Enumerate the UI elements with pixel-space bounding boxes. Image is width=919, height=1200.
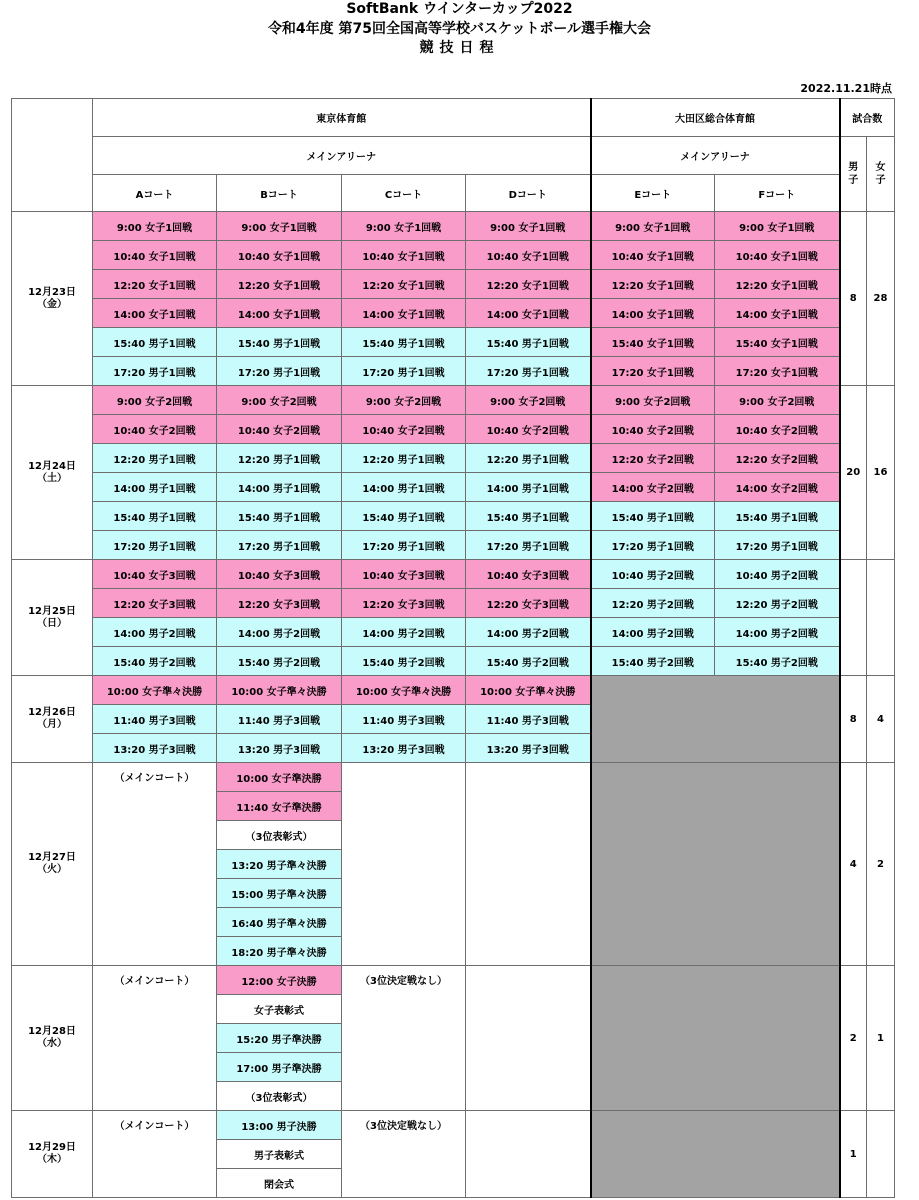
- game-cell: 9:00 女子1回戦: [715, 212, 840, 241]
- girls-header-text: 女子: [875, 162, 886, 186]
- game-cell: 10:40 女子3回戦: [93, 560, 217, 589]
- game-cell: 10:00 女子準々決勝: [93, 676, 217, 705]
- date-label: 12月24日: [28, 460, 76, 472]
- game-cell: 9:00 女子2回戦: [217, 386, 342, 415]
- game-cell: 10:00 女子準々決勝: [217, 676, 342, 705]
- date-cell: [12, 763, 93, 966]
- game-cell: 12:20 女子1回戦: [217, 270, 342, 299]
- boys-count: 1: [840, 1111, 867, 1198]
- main-court-note: （メインコート）: [93, 763, 217, 966]
- game-cell: 17:20 男子1回戦: [715, 531, 840, 560]
- game-cell: 10:40 女子2回戦: [342, 415, 466, 444]
- court-d-header: Dコート: [466, 175, 591, 212]
- date-cell: [12, 1111, 93, 1198]
- game-cell: 15:40 男子2回戦: [715, 647, 840, 676]
- game-cell: 15:40 男子1回戦: [591, 502, 715, 531]
- schedule-row: [12, 473, 895, 502]
- game-cell: 15:40 男子1回戦: [217, 328, 342, 357]
- schedule-row: [12, 618, 895, 647]
- game-cell: 10:00 女子準決勝: [217, 763, 342, 792]
- game-cell: 閉会式: [217, 1169, 342, 1198]
- game-cell: 10:40 女子1回戦: [591, 241, 715, 270]
- game-cell: 15:40 男子1回戦: [715, 502, 840, 531]
- date-cell: [12, 560, 93, 676]
- day-of-week: （月）: [37, 719, 67, 730]
- corner-cell: [12, 99, 93, 212]
- game-cell: 10:40 女子3回戦: [466, 560, 591, 589]
- game-cell: 15:00 男子準々決勝: [217, 879, 342, 908]
- empty-court-d: [466, 1111, 591, 1198]
- boys-count: 20: [840, 386, 867, 560]
- game-cell: 9:00 女子1回戦: [466, 212, 591, 241]
- date-label: 12月28日: [28, 1026, 76, 1037]
- day-of-week: （日）: [37, 617, 67, 629]
- schedule-row: [12, 676, 895, 705]
- game-cell: 9:00 女子2回戦: [715, 386, 840, 415]
- schedule-row: [12, 531, 895, 560]
- date-label: 12月27日: [28, 852, 76, 863]
- game-cell: 12:20 女子2回戦: [591, 444, 715, 473]
- game-cell: 14:00 男子1回戦: [466, 473, 591, 502]
- schedule-row: [12, 763, 895, 792]
- game-cell: 12:20 女子1回戦: [715, 270, 840, 299]
- game-cell: 14:00 女子1回戦: [715, 299, 840, 328]
- game-cell: 男子表彰式: [217, 1140, 342, 1169]
- game-cell: 14:00 男子2回戦: [466, 618, 591, 647]
- day-of-week: （金）: [37, 298, 67, 310]
- game-cell: 14:00 女子1回戦: [93, 299, 217, 328]
- day-of-week: （土）: [37, 472, 67, 484]
- game-cell: 12:20 男子2回戦: [591, 589, 715, 618]
- game-cell: 14:00 男子2回戦: [342, 618, 466, 647]
- girls-count: 28: [867, 212, 895, 386]
- girls-count: [867, 560, 895, 676]
- game-cell: 9:00 女子2回戦: [342, 386, 466, 415]
- game-cell: 10:00 女子準々決勝: [342, 676, 466, 705]
- schedule-row: [12, 647, 895, 676]
- boys-count: 8: [840, 212, 867, 386]
- date-cell: [12, 386, 93, 560]
- game-cell: 10:40 女子1回戦: [217, 241, 342, 270]
- game-cell: 15:40 男子1回戦: [342, 502, 466, 531]
- third-place-note: [342, 763, 466, 966]
- day-of-week: （木）: [37, 1154, 67, 1165]
- game-cell: 12:20 女子3回戦: [466, 589, 591, 618]
- schedule-row: [12, 299, 895, 328]
- game-cell: （3位表彰式）: [217, 821, 342, 850]
- game-cell: 17:20 男子1回戦: [93, 531, 217, 560]
- game-cell: 17:20 男子1回戦: [466, 531, 591, 560]
- game-cell: 13:00 男子決勝: [217, 1111, 342, 1140]
- game-cell: 11:40 男子3回戦: [217, 705, 342, 734]
- unused-area: [591, 763, 840, 966]
- game-cell: 12:20 女子3回戦: [342, 589, 466, 618]
- date-label: 12月23日: [28, 286, 76, 298]
- game-cell: 15:40 男子1回戦: [217, 502, 342, 531]
- schedule-row: [12, 386, 895, 415]
- game-cell: 10:40 女子1回戦: [466, 241, 591, 270]
- game-cell: 15:40 男子1回戦: [342, 328, 466, 357]
- schedule-row: [12, 357, 895, 386]
- game-cell: 15:40 男子2回戦: [591, 647, 715, 676]
- game-cell: 10:40 女子3回戦: [217, 560, 342, 589]
- date-label: 12月29日: [28, 1142, 76, 1153]
- game-cell: 15:40 女子1回戦: [715, 328, 840, 357]
- game-cell: 9:00 女子1回戦: [217, 212, 342, 241]
- schedule-row: [12, 212, 895, 241]
- schedule-row: [12, 270, 895, 299]
- game-cell: 10:40 女子1回戦: [715, 241, 840, 270]
- boys-header: [840, 137, 867, 212]
- game-cell: 9:00 女子2回戦: [93, 386, 217, 415]
- game-cell: （3位表彰式）: [217, 1082, 342, 1111]
- unused-area: [591, 1111, 840, 1198]
- unused-area: [591, 676, 840, 763]
- game-cell: 10:40 女子3回戦: [342, 560, 466, 589]
- boys-count: 2: [840, 966, 867, 1111]
- schedule-row: [12, 1111, 895, 1140]
- girls-header: [867, 137, 895, 212]
- unused-area: [591, 966, 840, 1111]
- boys-count: 8: [840, 676, 867, 763]
- court-f-header: Fコート: [715, 175, 840, 212]
- game-cell: 12:00 女子決勝: [217, 966, 342, 995]
- game-cell: 14:00 女子1回戦: [466, 299, 591, 328]
- game-cell: 17:20 男子1回戦: [217, 357, 342, 386]
- game-cell: 11:40 女子準決勝: [217, 792, 342, 821]
- game-cell: 14:00 女子2回戦: [715, 473, 840, 502]
- venue-tokyo: 東京体育館: [93, 99, 591, 137]
- title-schedule: 競技日程: [419, 40, 500, 56]
- boys-count: 4: [840, 763, 867, 966]
- game-cell: 14:00 女子1回戦: [591, 299, 715, 328]
- court-c-header: Cコート: [342, 175, 466, 212]
- arena-tokyo: メインアリーナ: [93, 137, 591, 175]
- game-cell: 14:00 男子1回戦: [217, 473, 342, 502]
- boys-header-text: 男子: [848, 162, 859, 186]
- main-court-note: （メインコート）: [93, 1111, 217, 1198]
- schedule-row: [12, 444, 895, 473]
- game-cell: 14:00 男子2回戦: [591, 618, 715, 647]
- game-cell: 17:20 男子1回戦: [93, 357, 217, 386]
- game-cell: 10:40 女子2回戦: [466, 415, 591, 444]
- game-cell: 14:00 男子2回戦: [93, 618, 217, 647]
- game-cell: 13:20 男子3回戦: [342, 734, 466, 763]
- schedule-row: [12, 328, 895, 357]
- game-cell: 17:20 男子1回戦: [591, 531, 715, 560]
- third-place-note: （3位決定戦なし）: [342, 1111, 466, 1198]
- title-tournament: 令和4年度 第75回全国高等学校バスケットボール選手権大会: [267, 21, 652, 37]
- game-cell: 11:40 男子3回戦: [93, 705, 217, 734]
- date-cell: [12, 676, 93, 763]
- girls-count: 1: [867, 966, 895, 1111]
- game-cell: 12:20 男子1回戦: [93, 444, 217, 473]
- game-cell: 12:20 男子1回戦: [466, 444, 591, 473]
- game-cell: 12:20 男子1回戦: [217, 444, 342, 473]
- game-cell: 10:40 男子2回戦: [591, 560, 715, 589]
- game-cell: 17:20 女子1回戦: [591, 357, 715, 386]
- schedule-row: [12, 415, 895, 444]
- game-cell: 17:20 男子1回戦: [466, 357, 591, 386]
- game-cell: 17:20 男子1回戦: [342, 531, 466, 560]
- game-cell: 12:20 女子2回戦: [715, 444, 840, 473]
- date-label: 12月25日: [28, 605, 76, 617]
- game-cell: 15:40 男子1回戦: [466, 502, 591, 531]
- game-cell: 15:40 男子1回戦: [93, 502, 217, 531]
- game-cell: 9:00 女子1回戦: [591, 212, 715, 241]
- schedule-table: [11, 98, 895, 1198]
- venue-ota: 大田区総合体育館: [591, 99, 840, 137]
- game-cell: 12:20 女子1回戦: [342, 270, 466, 299]
- game-cell: 12:20 女子1回戦: [93, 270, 217, 299]
- game-cell: 17:00 男子準決勝: [217, 1053, 342, 1082]
- game-cell: 9:00 女子2回戦: [591, 386, 715, 415]
- game-cell: 12:20 男子2回戦: [715, 589, 840, 618]
- game-cell: 15:40 女子1回戦: [591, 328, 715, 357]
- game-cell: 9:00 女子2回戦: [466, 386, 591, 415]
- game-cell: 14:00 女子1回戦: [342, 299, 466, 328]
- game-cell: 14:00 男子1回戦: [342, 473, 466, 502]
- game-cell: 15:40 男子1回戦: [466, 328, 591, 357]
- game-cell: 9:00 女子1回戦: [93, 212, 217, 241]
- game-cell: 13:20 男子3回戦: [93, 734, 217, 763]
- schedule-row: [12, 502, 895, 531]
- schedule-row: [12, 560, 895, 589]
- empty-court-d: [466, 763, 591, 966]
- game-cell: 14:00 男子2回戦: [715, 618, 840, 647]
- game-cell: 18:20 男子準々決勝: [217, 937, 342, 966]
- game-cell: 12:20 男子1回戦: [342, 444, 466, 473]
- game-cell: 11:40 男子3回戦: [466, 705, 591, 734]
- game-cell: 12:20 女子1回戦: [591, 270, 715, 299]
- game-cell: 13:20 男子3回戦: [466, 734, 591, 763]
- game-cell: 12:20 女子1回戦: [466, 270, 591, 299]
- girls-count: 2: [867, 763, 895, 966]
- game-cell: 15:40 男子1回戦: [93, 328, 217, 357]
- day-of-week: （水）: [37, 1038, 67, 1049]
- day-of-week: （火）: [37, 864, 67, 875]
- game-cell: 14:00 男子1回戦: [93, 473, 217, 502]
- games-count-header: 試合数: [840, 99, 895, 137]
- arena-ota: メインアリーナ: [591, 137, 840, 175]
- game-cell: 15:40 男子2回戦: [466, 647, 591, 676]
- game-cell: 9:00 女子1回戦: [342, 212, 466, 241]
- boys-count: [840, 560, 867, 676]
- girls-count: [867, 1111, 895, 1198]
- as-of-date: 2022.11.21時点: [800, 82, 892, 95]
- game-cell: 13:20 男子準々決勝: [217, 850, 342, 879]
- title-sponsor: SoftBank ウインターカップ2022: [346, 1, 573, 17]
- game-cell: 10:40 女子2回戦: [93, 415, 217, 444]
- game-cell: 女子表彰式: [217, 995, 342, 1024]
- schedule-row: [12, 966, 895, 995]
- court-e-header: Eコート: [591, 175, 715, 212]
- game-cell: 16:40 男子準々決勝: [217, 908, 342, 937]
- game-cell: 15:40 男子2回戦: [93, 647, 217, 676]
- game-cell: 10:40 女子1回戦: [93, 241, 217, 270]
- game-cell: 14:00 女子1回戦: [217, 299, 342, 328]
- game-cell: 10:00 女子準々決勝: [466, 676, 591, 705]
- schedule-row: [12, 241, 895, 270]
- game-cell: 11:40 男子3回戦: [342, 705, 466, 734]
- game-cell: 17:20 女子1回戦: [715, 357, 840, 386]
- game-cell: 14:00 男子2回戦: [217, 618, 342, 647]
- game-cell: 17:20 男子1回戦: [217, 531, 342, 560]
- third-place-note: （3位決定戦なし）: [342, 966, 466, 1111]
- game-cell: 13:20 男子3回戦: [217, 734, 342, 763]
- date-label: 12月26日: [28, 707, 76, 718]
- game-cell: 12:20 女子3回戦: [93, 589, 217, 618]
- schedule-row: [12, 589, 895, 618]
- game-cell: 10:40 男子2回戦: [715, 560, 840, 589]
- game-cell: 10:40 女子2回戦: [715, 415, 840, 444]
- game-cell: 17:20 男子1回戦: [342, 357, 466, 386]
- main-court-note: （メインコート）: [93, 966, 217, 1111]
- date-cell: [12, 966, 93, 1111]
- court-b-header: Bコート: [217, 175, 342, 212]
- game-cell: 15:40 男子2回戦: [217, 647, 342, 676]
- game-cell: 10:40 女子2回戦: [591, 415, 715, 444]
- game-cell: 10:40 女子1回戦: [342, 241, 466, 270]
- game-cell: 15:40 男子2回戦: [342, 647, 466, 676]
- game-cell: 14:00 女子2回戦: [591, 473, 715, 502]
- game-cell: 12:20 女子3回戦: [217, 589, 342, 618]
- empty-court-d: [466, 966, 591, 1111]
- schedule-body: [12, 99, 895, 1198]
- girls-count: 16: [867, 386, 895, 560]
- game-cell: 10:40 女子2回戦: [217, 415, 342, 444]
- court-a-header: Aコート: [93, 175, 217, 212]
- date-cell: [12, 212, 93, 386]
- game-cell: 15:20 男子準決勝: [217, 1024, 342, 1053]
- girls-count: 4: [867, 676, 895, 763]
